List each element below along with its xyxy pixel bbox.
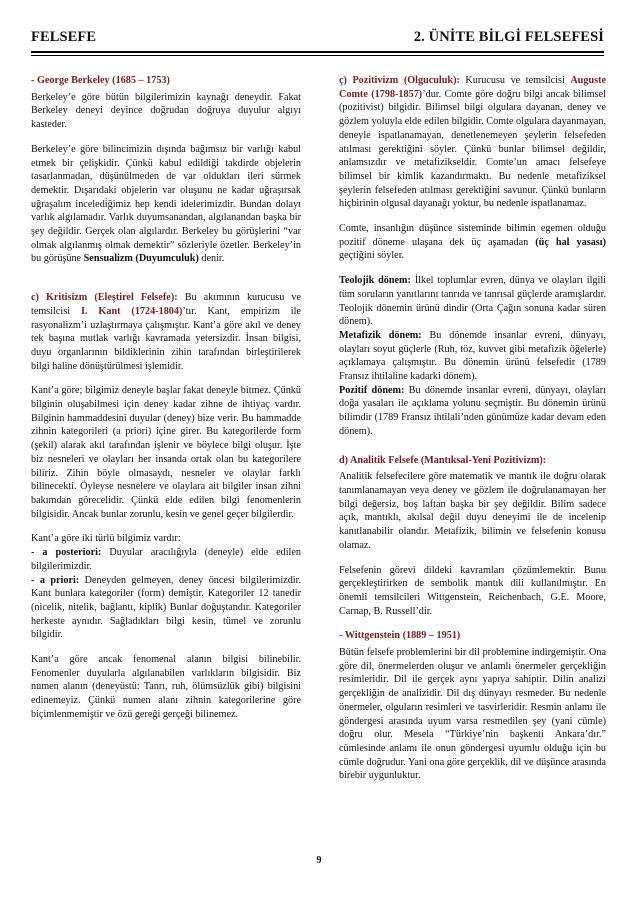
kant-name: I. Kant (1724-1804)	[80, 305, 183, 317]
header-course-title: FELSEFE	[31, 29, 97, 45]
right-column	[339, 74, 606, 794]
a-posteriori-text: Duyular aracılığıyla (deneyle) elde edilen bilgilerimizdir.	[31, 547, 301, 572]
header-unit-title: 2. ÜNİTE BİLGİ FELSEFESİ	[413, 29, 604, 45]
positive-text: Bu dönemde insanlar evreni, dünyayı, olayları doğa yasaları ile açıklama yolunu seçmiştir. Bu dönemin ürünü bilimdir (1789 Fransız ihtilali’nden günümüze kadar devam eden dönem).	[339, 384, 606, 437]
berkeley-paragraph-1: Berkeley’e göre bütün bilgilerimizin kaynağı deneydir. Fakat Berkeley deneyi deyince doğrudan doğruya duyulur algıyı kasteder.	[31, 91, 301, 131]
positive-stage	[339, 384, 606, 439]
positivism-p1-a: Kurucusu ve temsilcisi	[459, 75, 571, 86]
header-rule-thin	[31, 55, 604, 56]
wittgenstein-text: Bütün felsefe problemlerini bir dil problemine indirgemiştir. Ona göre dil, önermelerden oluşur ve anlamlı önermeler gerçekliğin resimleridir. Dil ile gerçek aynı yapıya sahiptir. Dilin analizi gerçekliğin de analizidir. Dil dış dünyayı resmeder. Bu nedenle önermeler, olguların resimleri ve tasvirleridir. Resmin anlamı ile göndergesi arasında uyum varsa resmedilen şey (yani cümle) doğru olur. Mesela “Türkiye’nin başkenti Ankara’dır.” cümlesinde anlamı ile onun göndergesi uyumlu olduğu için bu cümle doğrudur. Yani ona göre gerçeklik, dil ve düşünce arasında birebir uygunluktur.	[339, 647, 606, 782]
metaphysical-stage	[339, 329, 606, 384]
berkeley-paragraph-2	[31, 143, 301, 266]
berkeley-heading: - George Berkeley (1685 – 1753)	[31, 75, 170, 86]
a-priori-label: - a priori:	[31, 574, 80, 586]
berkeley-section	[31, 74, 301, 132]
positivism-p2-b: geçtiğini söyler.	[339, 250, 405, 262]
wittgenstein-section	[339, 629, 606, 783]
page-number: 9	[316, 855, 322, 866]
theological-stage	[339, 274, 606, 329]
kant-paragraph-1	[31, 291, 301, 373]
positivism-paragraph-1	[339, 74, 606, 211]
kant-heading: c) Kritisizm (Eleştirel Felsefe):	[31, 292, 178, 304]
analytic-paragraph-1	[339, 454, 606, 553]
analytic-p1-text: Analitik felsefecilere göre matematik ve mantık ile doğru olarak tanımlanamayan veya deney ve gözlem ile doğrulanamayan her bilgi değersiz, boş laftan başka bir şey değildir. Bilim sadece açık, mantıklı, akılsal değil duyu deneyimi ile de incelenip kanıtlanabilir olandır. Metafizik, bilimin ve felsefenin konusu olamaz.	[339, 471, 606, 551]
berkeley-term-end: denir.	[198, 253, 225, 265]
positivism-paragraph-2	[339, 222, 606, 263]
comte-name: Auguste Comte (1798-1857)	[339, 75, 606, 100]
theological-label: Teolojik dönem:	[339, 275, 411, 287]
analytic-paragraph-2: Felsefenin görevi dildeki kavramları çözümlemektir. Bunu gerçekleştirirken de sembolik mantık dili kullanılmıştır. En önemli temsilcileri Wittgenstein, Reichenbach, G.E. Moore, Carnap, B. Russell’dir.	[339, 564, 606, 617]
positive-label: Pozitif dönem:	[339, 384, 405, 396]
kant-p1-b: ’tır. Kant, empirizm ile rasyonalizm’i uzlaştırmaya çalışmıştır. Kant’a göre akıl ve deney tek başına mutlak varlığı kavramada yetersizdir. İnsan bilgisi, duyu organlarının bildiklerinin zihin tarafından birleştirilerek bilgi haline dönüştürülmesi işlemidir.	[31, 305, 301, 372]
berkeley-term: Sensualizm (Duyumculuk)	[83, 253, 199, 265]
kant-paragraph-2: Kant’a göre; bilgimiz deneyle başlar fakat deneyle bitmez. Çünkü bilginin oluşabilmesi için deney kadar zihne de ihtiyaç vardır. Bilginin hammaddesini duyular (deney) bize verir. Bu hammadde zihnin kategorileri (a priori) içine girer. Bu kategorilerde form (şekil) alarak akıl tarafından işlenir ve böylece bilgi oluşur. İşte biz nesneleri ve olayları her insanda ortak olan bu kategorilere biliriz. Zihin böyle olmasaydı, nesneler ve olaylar farklı bilinecekti. Öyleyse nesnelere ve olaylara ait bilgiler insan zihni bakımdan görecelidir. Çünkü elde edilen bilgi fenomenlerin bilgisidir. Ancak bunlar zorunlu, kesin ve genel geçer bilgilerdir.	[31, 385, 301, 520]
theological-text: İlkel toplumlar evren, dünya ve olayları ilgili tüm soruların yanıtlarını tanrıda ve tanrısal güçlerde aramışlardır. Teolojik dönemin ürünü dindir (Orta Çağın sonuna kadar süren dönem).	[339, 275, 606, 328]
metaphysical-label: Metafizik dönem:	[339, 329, 422, 341]
berkeley-paragraph-2-text: Berkeley’e göre bilincimizin dışında bağımsız bir varlığı kabul etmek bir çelişkidir. Çünkü kabul edildiği takdirde objelerin tasarlanmadan, düşünülmeden de var oldukları ileri sürmek demektir. Dışarıdaki objelerin var oluşunu ne kadar uğraşırsak uğraşalım inceledi̇ğimiz hep kendi idelerimizdir. Bundan dolayı varlık algılamadır. Varlık duyumsanandan, algılanandan başka bir şey değildir. Gerçek olan algılardır. Berkeley bu görüşlerini “var olmak algılanmış olmak demektir” sözleriyle özetler. Berkeley’in bu görüşüne	[31, 143, 301, 265]
kant-p1-a: Bu akımının kurucusu ve temsilcisi	[31, 292, 301, 317]
three-stages-term: (üç hal yasası)	[535, 236, 606, 248]
wittgenstein-heading: - Wittgenstein (1889 – 1951)	[339, 630, 461, 642]
analytic-heading: d) Analitik Felsefe (Mantıksal-Yeni Pozitivizm):	[339, 454, 547, 466]
left-column	[31, 74, 301, 733]
positivism-p1-b: ’dur. Comte göre doğru bilgi ancak bilimsel (pozitivist) bilgidir. Bilimsel bilgi olgulara dayanan, deney ve gözlem yoluyla elde edilen bilgidir. Comte olgulara dayanmayan, deneyle ispatlanamayan, denetlenemeyen şeylerin felsefeden atılması gerektiğini söyler. Çünkü bunlar bilimsel değildir, anlamsızdır ve metafizikseldir. Comte’un amacı felsefeye bilimsel bir kimlik kazandırmaktı. Bu nedenle metafiziksel şeylerin felsefeden atılması gerektiğini savunur. Çünkü bunların hiçbirinin olgusal dayanağı yoktur, bu nedenle ispatlanamaz.	[339, 88, 606, 210]
kant-paragraph-4: Kant’a göre ancak fenomenal alanın bilgisi bilinebilir. Fenomenler duyularla algılanabilen varlıkların bilgisidir. Biz numen alanın (deneyüstü: Tanrı, ruh, ölümsüzlük gibi) bilgisini edinemeyiz. Çünkü numen alanı zihnin kategorilerine göre biçimlenmemiştir ve özü gereği gerçeği bilinemez.	[31, 654, 301, 720]
positivism-heading: ç) Pozitivizm (Olguculuk):	[339, 75, 460, 86]
kant-knowledge-intro: Kant’a göre iki türlü bilgimiz vardır:	[31, 533, 181, 545]
header-rule-thick	[31, 51, 604, 53]
metaphysical-text: Bu dönemde insanlar evreni, dünyayı, olayları soyut güçlerle (Ruh, töz, kuvvet gibi metafizik öğelerle) açıklamaya çalışmıştır. Bu dönemin ürünü felsefedir (1789 Fransız ihtilaline kadarki dönem).	[339, 329, 606, 383]
positivism-p2-a: Comte, insanlığın düşünce sisteminde bilimin egemen olduğu pozitif döneme ulaşana dek üç aşamadan	[339, 223, 606, 248]
a-posteriori-label: - a posteriori:	[31, 547, 102, 559]
a-priori-text: Deneyden gelmeyen, deney öncesi bilgilerimizdir. Kant bunlara kategoriler (form) demiştir. Kategoriler 12 tanedir (nicelik, nitelik, bağlantı, kiplik) Bunlar doğuştandır. Kategoriler herkeste aynıdır. Sağladıkları bilgi kesin, tümel ve zorunlu bilgidir.	[31, 574, 301, 641]
kant-paragraph-3	[31, 532, 301, 642]
